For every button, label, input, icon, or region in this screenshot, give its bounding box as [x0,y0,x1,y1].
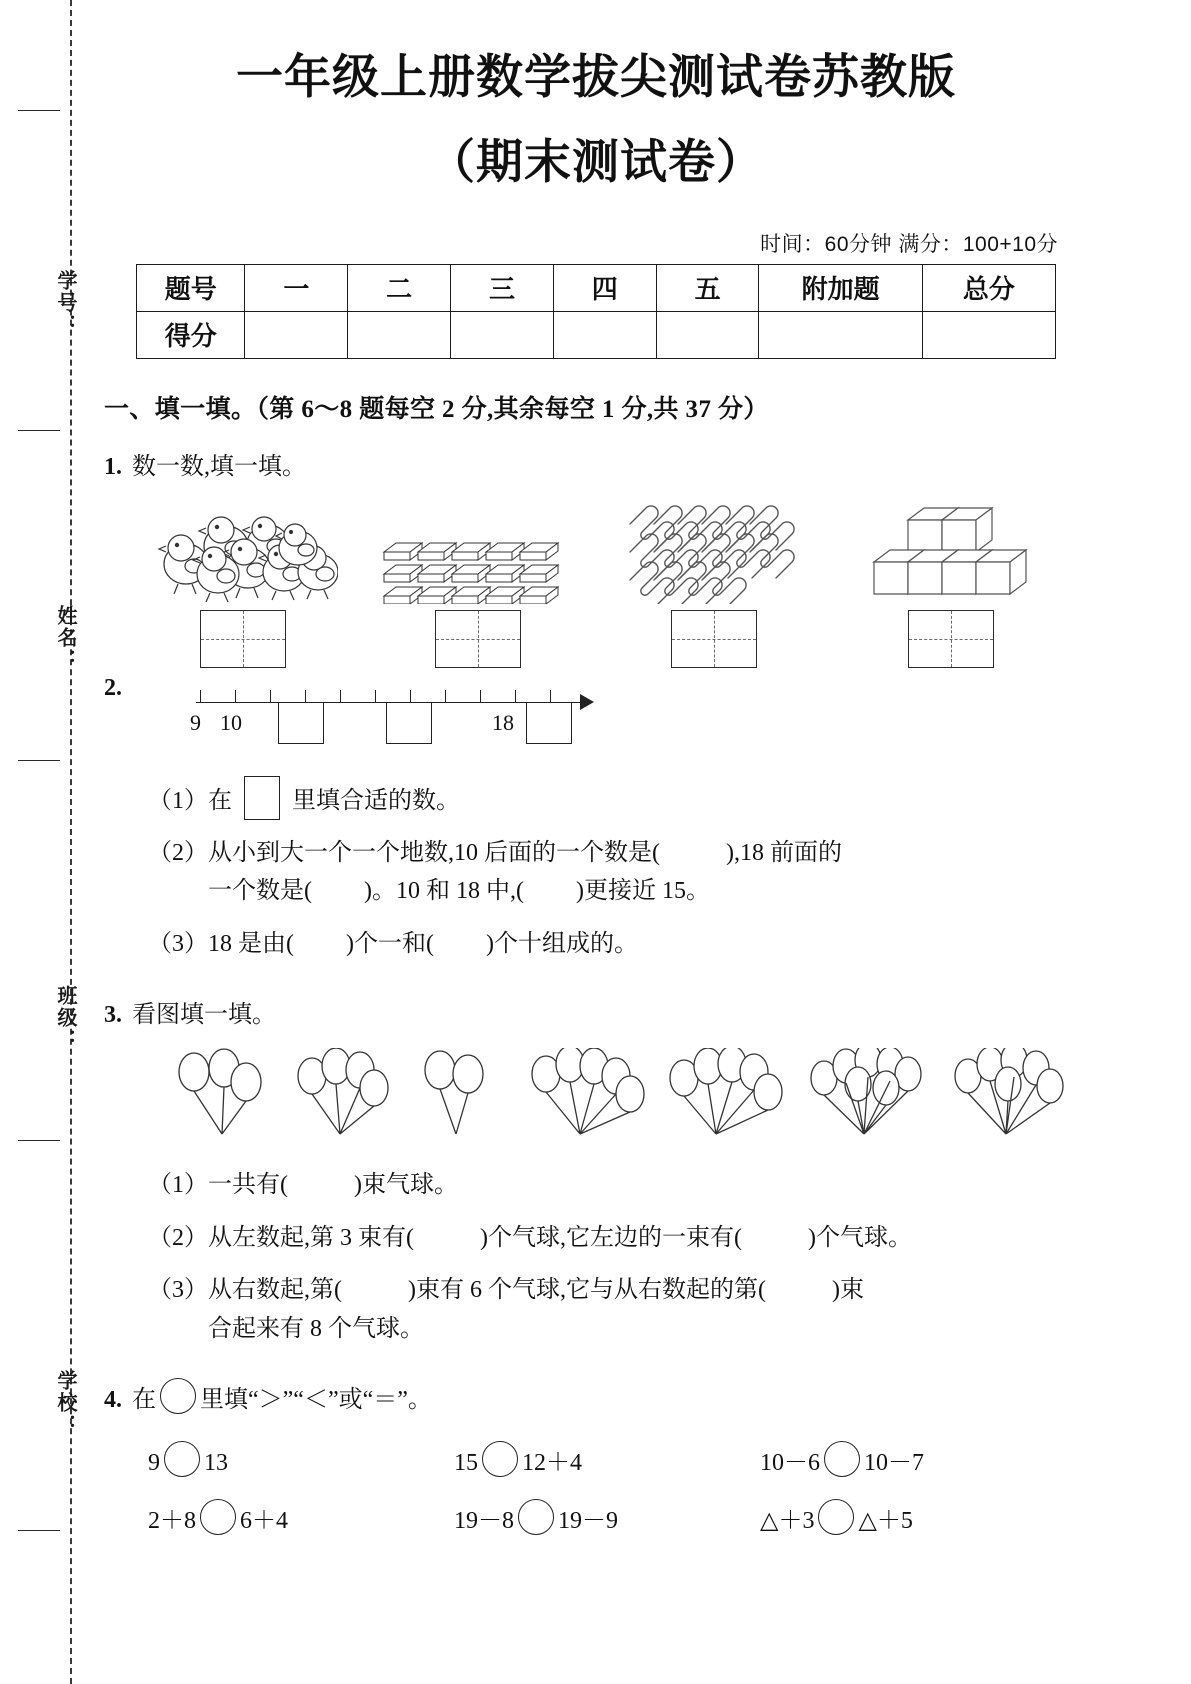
number-line-tick [445,690,446,702]
q1-item-chicks [148,498,338,668]
question-3 [104,997,1096,1034]
q4-sample-circle [160,1378,196,1414]
score-table-row-label-defen: 得分 [137,311,245,358]
balloon-bunch-2 [288,1048,400,1140]
q4-r1c2-left: 15 [454,1450,478,1477]
q2-sub2-line2 [208,872,1096,910]
q1-item-cubes [856,498,1046,668]
score-col-2: 二 [348,264,451,311]
margin-label-xuexiao: 学校： [54,1370,76,1436]
q2-sub2-text-b: ),18 前面的 [726,840,842,867]
score-col-1: 一 [245,264,348,311]
q1-answer-box-chicks[interactable] [200,610,286,668]
q2-sub2-text-a: （2）从小到大一个一个地数,10 后面的一个数是( [148,840,660,867]
q3-sub3-text-a: （3）从右数起,第( [148,1277,342,1304]
balloon-bunch-icon [166,1048,278,1140]
balloon-bunch-icon [808,1048,938,1140]
number-line-tick [270,690,271,702]
q4-compare-item-4 [148,1499,454,1535]
q4-r2c1-left: 2＋8 [148,1508,196,1535]
q2-sub2-text-e: )更接近 15。 [575,878,710,905]
number-line-label-9: 9 [190,709,201,735]
q4-r1c2-right: 12＋4 [522,1450,582,1477]
q1-answer-box-cubes[interactable] [908,610,994,668]
q4-r2c2-right: 19－9 [558,1508,618,1535]
q4-r1c1-circle[interactable] [164,1441,200,1477]
score-col-extra: 附加题 [759,264,922,311]
number-line-tick [480,690,481,702]
score-table-header-row [137,264,1056,311]
question-4-number: 4. [104,1387,122,1413]
page-title-line2: （期末测试卷） [428,134,764,188]
cubes-icon [856,498,1046,604]
q2-sub3-text-b: )个一和( [346,930,434,957]
score-col-4: 四 [553,264,656,311]
question-1 [104,449,1096,486]
section-1-heading: 一、填一填。（第 6～8 题每空 2 分,其余每空 1 分,共 37 分） [104,395,769,423]
number-line-tick [375,690,376,702]
balloon-bunch-5 [666,1048,792,1140]
q4-r1c3-circle[interactable] [824,1441,860,1477]
q3-sub3-text-c: )束 [831,1277,864,1304]
q1-item-paperclips [624,498,804,668]
margin-rule-3 [18,760,60,761]
margin-rule-2 [18,430,60,431]
q4-r2c1-circle[interactable] [200,1499,236,1535]
question-1-number: 1. [104,453,122,480]
score-value-5[interactable] [656,311,759,358]
number-line-answer-box-1[interactable] [278,702,324,744]
question-4 [104,1378,1096,1419]
number-line-tick [550,690,551,702]
page-title-line1: 一年级上册数学拔尖测试卷苏教版 [236,50,956,103]
number-line-arrow-icon [580,694,594,710]
q2-sub1-text-a: （1）在 [148,787,232,814]
q3-sub1-text-a: （1）一共有( [148,1172,288,1199]
q2-number-line [156,676,626,742]
balloon-bunch-1 [166,1048,278,1140]
q3-sub-3 [148,1271,1096,1348]
q4-text-a: 在 [132,1387,156,1413]
q1-answer-box-paperclips[interactable] [671,610,757,668]
chicks-icon [148,498,338,604]
q4-r2c3-right: △＋5 [858,1508,913,1535]
q3-sub3-text-b: )束有 6 个气球,它与从右数起的第( [408,1277,766,1304]
balloon-bunch-icon [526,1048,652,1140]
q2-sub-1 [148,776,1096,820]
q4-compare-item-6 [760,1499,1066,1535]
number-line-tick [235,690,236,702]
q2-sub1-text-b: 里填合适的数。 [292,787,460,814]
score-value-1[interactable] [245,311,348,358]
question-3-text: 看图填一填。 [132,1002,276,1029]
q1-item-erasers [378,498,578,668]
q4-r1c1-left: 9 [148,1450,160,1477]
balloon-bunch-3 [414,1048,510,1140]
question-1-text: 数一数,填一填。 [132,453,306,480]
question-2-number: 2. [104,674,122,701]
score-value-3[interactable] [451,311,554,358]
score-table [136,264,1056,359]
q1-answer-box-erasers[interactable] [435,610,521,668]
q3-sub2-text-b: )个气球,它左边的一束有( [480,1224,742,1251]
q2-sub-3 [148,925,1096,963]
q4-compare-item-2 [454,1441,760,1477]
exam-page [96,0,1096,1684]
q2-sub-2 [148,834,1096,911]
score-table-row-label-tihao: 题号 [137,264,245,311]
number-line-tick [305,690,306,702]
score-value-4[interactable] [553,311,656,358]
number-line-answer-box-3[interactable] [526,702,572,744]
q4-r1c3-right: 10－7 [864,1450,924,1477]
balloon-bunch-6 [808,1048,938,1140]
score-col-3: 三 [451,264,554,311]
q2-sub3-text-a: （3）18 是由( [148,930,294,957]
paperclips-icon [624,498,804,604]
q4-r1c2-circle[interactable] [482,1441,518,1477]
score-col-5: 五 [656,264,759,311]
q3-sub2-text-a: （2）从左数起,第 3 束有( [148,1224,414,1251]
q4-compare-row-2 [148,1499,1096,1535]
margin-rule-1 [18,110,60,111]
balloon-bunch-icon [414,1048,510,1140]
q4-r1c1-right: 13 [204,1450,228,1477]
balloon-bunch-icon [666,1048,792,1140]
number-line-label-18: 18 [492,709,514,735]
q3-sub1-text-b: )束气球。 [354,1172,458,1199]
q4-text-b: 里填“＞”“＜”或“＝”。 [200,1387,432,1413]
balloon-bunch-icon [950,1048,1080,1140]
balloon-bunch-7 [950,1048,1080,1140]
margin-label-banji: 班级： [54,985,76,1051]
number-line-answer-box-2[interactable] [386,702,432,744]
balloon-bunch-4 [526,1048,652,1140]
question-2 [104,670,1096,742]
margin-label-xingming: 姓名： [54,605,76,671]
question-3-number: 3. [104,1002,122,1029]
q4-compare-item-5 [454,1499,760,1535]
q3-sub-2 [148,1219,1096,1257]
q4-compare-row-1 [148,1441,1096,1477]
margin-label-xuehao: 学号： [54,270,76,336]
number-line-label-10: 10 [220,709,242,735]
number-line-tick [410,690,411,702]
score-value-2[interactable] [348,311,451,358]
q3-sub2-text-c: )个气球。 [807,1224,912,1251]
q2-sub2-text-c: 一个数是( [208,878,312,905]
number-line-tick [200,690,201,702]
number-line-tick [340,690,341,702]
margin-rule-4 [18,1140,60,1141]
score-value-total[interactable] [922,311,1055,358]
q4-compare-item-1 [148,1441,454,1477]
q2-sub2-text-d: )。10 和 18 中,( [364,878,524,905]
exam-meta-info: 时间：60分钟 满分：100+10分 [760,232,1058,256]
q4-r2c3-left: △＋3 [760,1508,815,1535]
q4-r2c2-left: 19－8 [454,1508,514,1535]
balloon-bunch-icon [288,1048,400,1140]
q4-r2c1-right: 6＋4 [240,1508,288,1535]
question-1-picture-row [96,498,1096,676]
q3-sub3-line2: 合起来有 8 个气球。 [208,1315,424,1342]
score-col-total: 总分 [922,264,1055,311]
margin-rule-5 [18,1530,60,1531]
q4-r2c3-circle[interactable] [818,1499,854,1535]
erasers-icon [378,498,578,604]
q3-sub-1 [148,1166,1096,1204]
q4-r1c3-left: 10－6 [760,1450,820,1477]
question-3-balloon-row [122,1048,1096,1144]
q4-r2c2-circle[interactable] [518,1499,554,1535]
q2-sub1-answer-box[interactable] [244,776,280,820]
score-value-extra[interactable] [759,311,922,358]
q4-compare-item-3 [760,1441,1066,1477]
number-line-tick [515,690,516,702]
q4-comparison-grid [148,1441,1096,1535]
score-table-value-row [137,311,1056,358]
q2-sub3-text-c: )个十组成的。 [485,930,638,957]
